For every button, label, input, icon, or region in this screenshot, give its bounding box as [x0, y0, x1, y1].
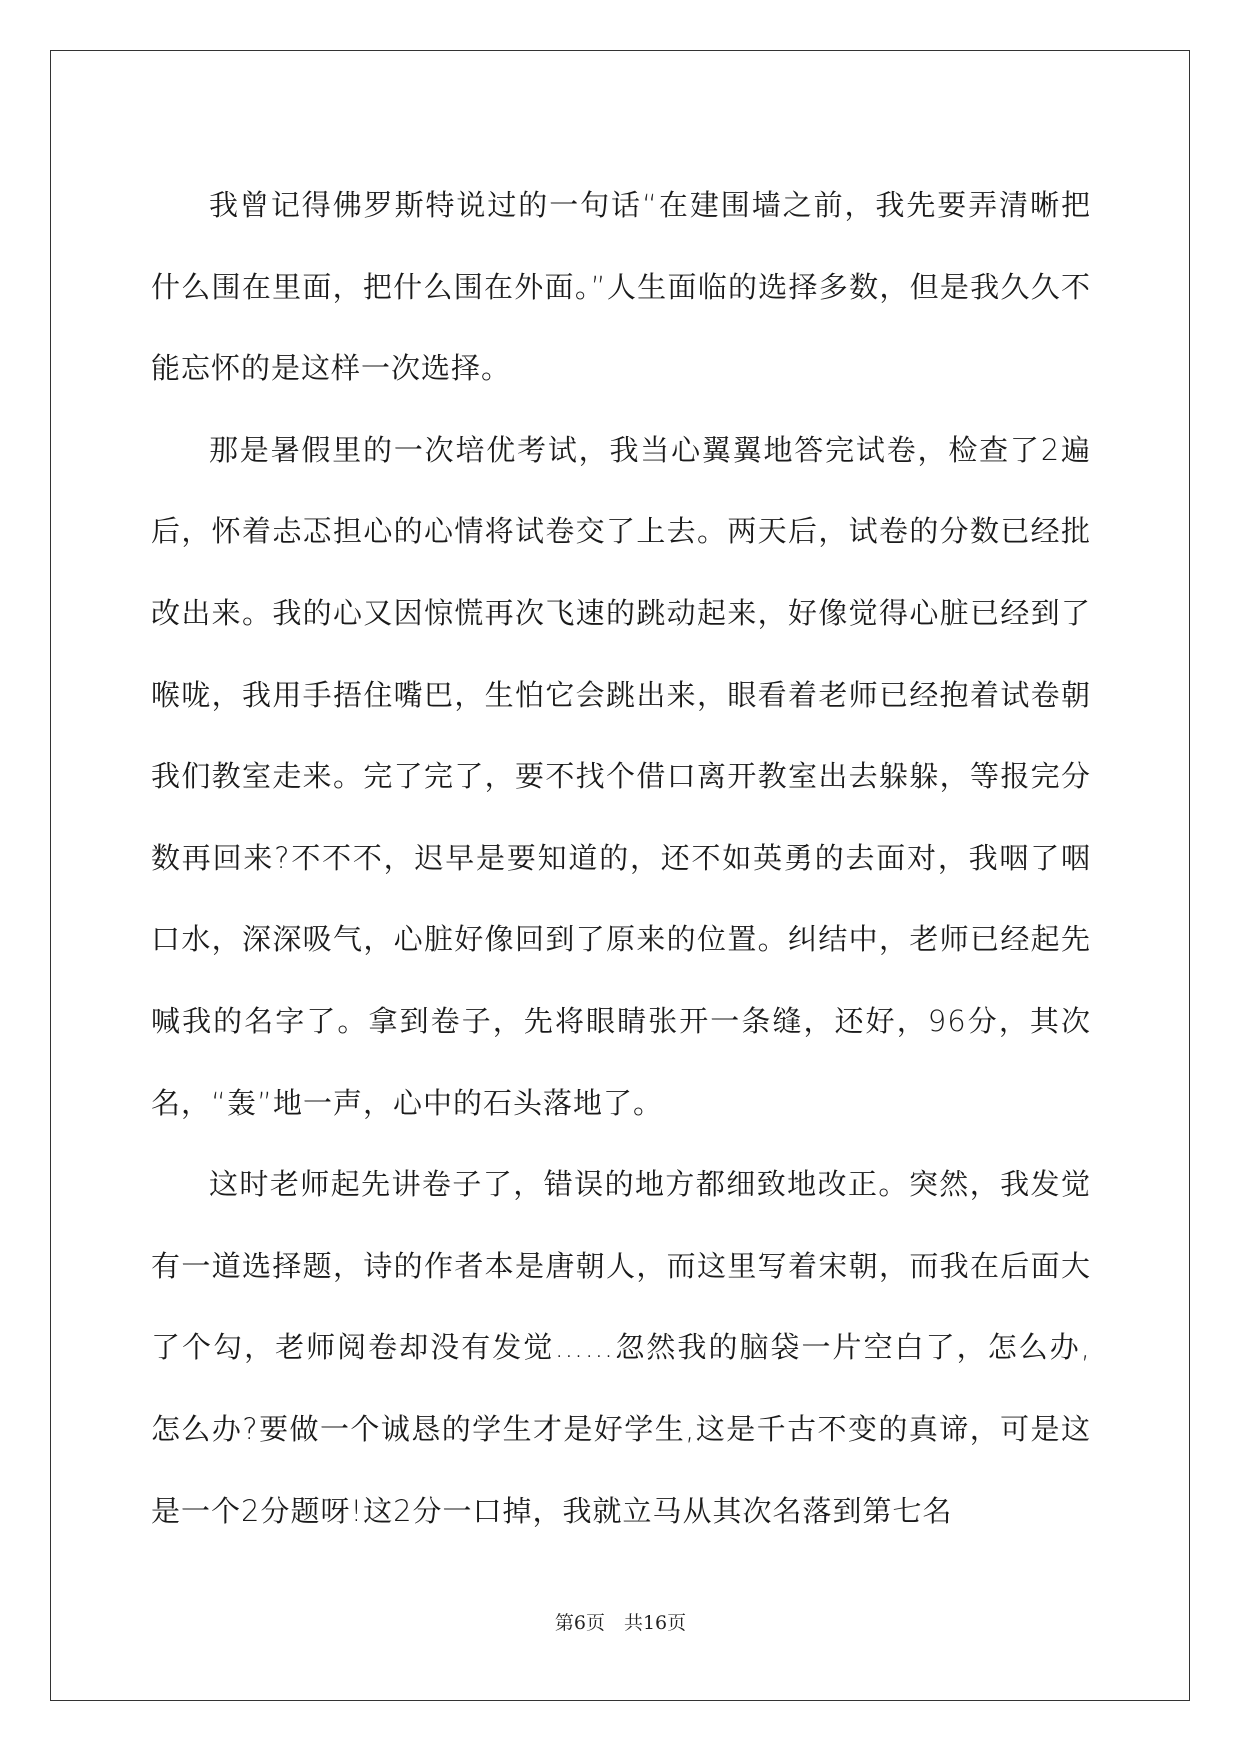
page-number-footer: 第6页 共16页 — [554, 1612, 687, 1634]
paragraph-1: 我曾记得佛罗斯特说过的一句话“在建围墙之前，我先要弄清晰把什么围在里面，把什么围在外面。”人生面临的选择多数，但是我久久不能忘怀的是这样一次选择。 — [151, 188, 1091, 386]
document-body — [151, 165, 1091, 1552]
paragraph-2: 那是暑假里的一次培优考试，我当心翼翼地答完试卷，检查了2遍后，怀着忐忑担心的心情将试卷交了上去。两天后，试卷的分数已经批改出来。我的心又因惊慌再次飞速的跳动起来，好像觉得心脏已经到了喉咙，我用手捂住嘴巴，生怕它会跳出来，眼看着老师已经抱着试卷朝我们教室走来。完了完了，要不找个借口离开教室出去躲躲，等报完分数再回来?不不不，迟早是要知道的，还不如英勇的去面对，我咽了咽口水，深深吸气，心脏好像回到了原来的位置。纠结中，老师已经起先喊我的名字了。拿到卷子，先将眼睛张开一条缝，还好，96分，其次名，“轰”地一声，心中的石头落地了。 — [151, 432, 1091, 1120]
paragraph-3: 这时老师起先讲卷子了，错误的地方都细致地改正。突然，我发觉有一道选择题，诗的作者本是唐朝人，而这里写着宋朝，而我在后面大了个勾，老师阅卷却没有发觉……忽然我的脑袋一片空白了，怎么办,怎么办?要做一个诚恳的学生才是好学生,这是千古不变的真谛，可是这是一个2分题呀!这2分一口掉，我就立马从其次名落到第七名 — [151, 1167, 1091, 1528]
